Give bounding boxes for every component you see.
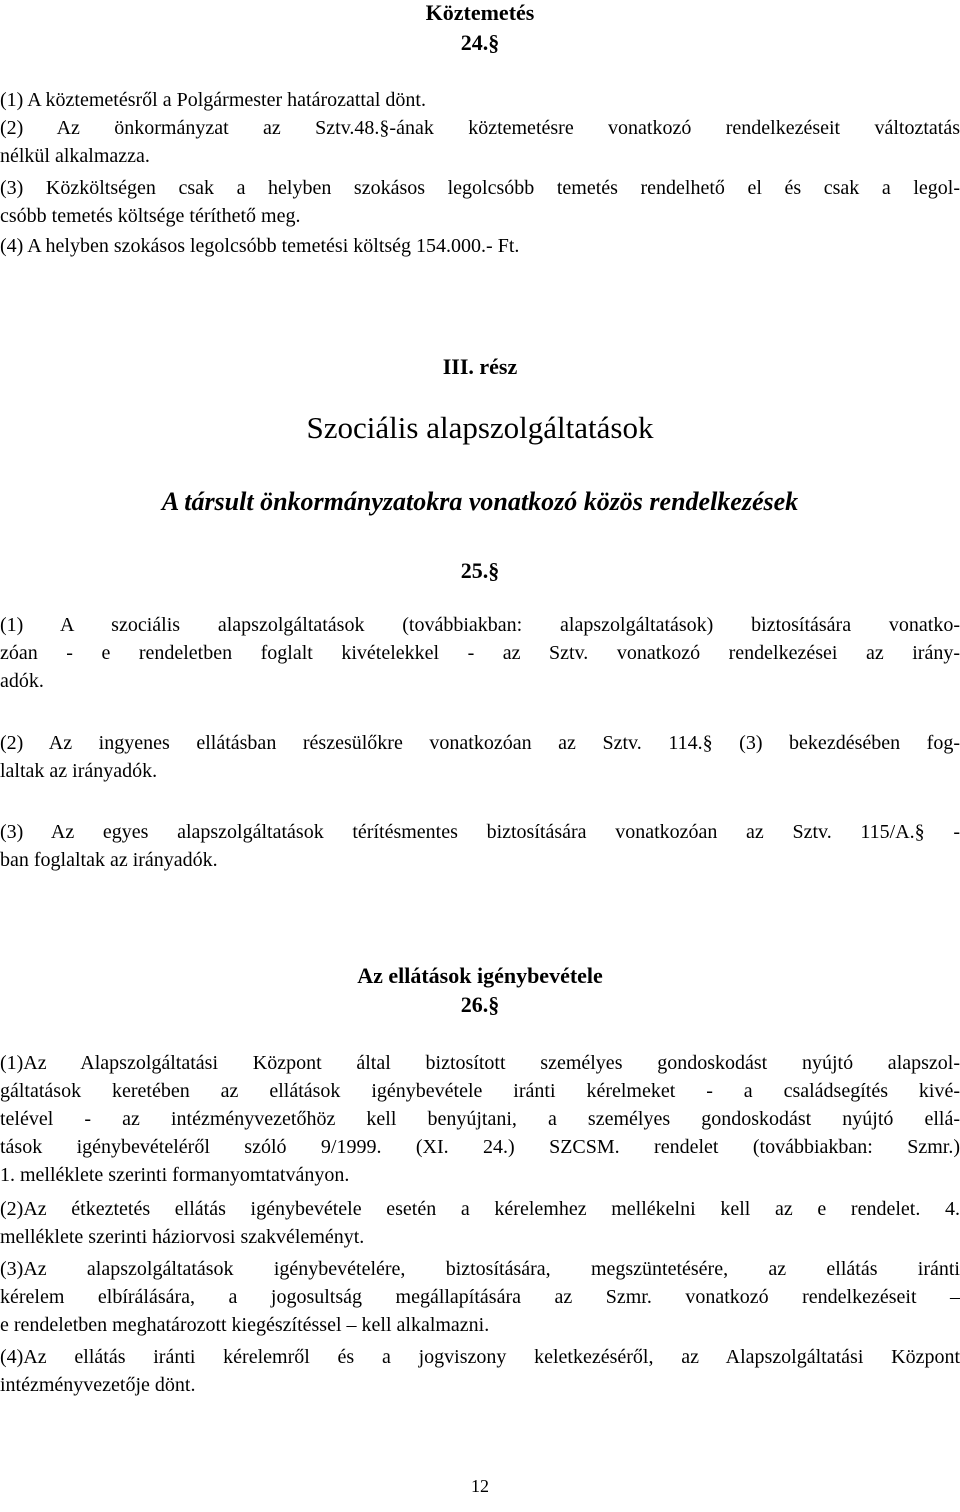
paragraph-24-1: (1) A köztemetésről a Polgármester határozattal dönt. <box>0 89 426 111</box>
section-24-title: Köztemetés <box>425 0 535 25</box>
paragraph-24-3: (3) Közköltségen csak a helyben szokásos legolcsóbb temetés rendelhető el és csak a legol- csóbb temetés költsége téríthető meg. <box>0 177 960 227</box>
part-subheading: A társult önkormányzatokra vonatkozó közös rendelkezések <box>161 487 799 516</box>
section-26-title: Az ellátások igénybevétele <box>357 963 603 988</box>
section-26-number: 26.§ <box>460 992 500 1017</box>
paragraph-26-1: (1)Az Alapszolgáltatási Központ által biztosított személyes gondoskodást nyújtó alapszol- gáltatások keretében az ellátások igénybevétele iránti kérelmeket - a családsegítés kivé- telével - az intézményvezetőhöz kell benyújtani, a személyes gondoskodást nyújtó ellá- tások igénybevételéről szóló 9/1999. (XI. 24.) SZCSM. rendelet (továbbiakban: Szmr.) 1. melléklete szerinti formanyomtatványon. <box>0 1052 960 1186</box>
part-label: III. rész <box>442 354 518 379</box>
paragraph-24-4: (4) A helyben szokásos legolcsóbb temetési költség 154.000.- Ft. <box>0 235 520 257</box>
part-heading: Szociális alapszolgáltatások <box>306 410 654 445</box>
paragraph-26-3: (3)Az alapszolgáltatások igénybevételére, biztosítására, megszüntetésére, az ellátás iránti kérelem elbírálására, a jogosultság megállapítására az Szmr. vonatkozó rendelkezéseit – e rendeletben meghatározott kiegészítéssel – kell alkalmazni. <box>0 1258 960 1336</box>
paragraph-25-3: (3) Az egyes alapszolgáltatások térítésmentes biztosítására vonatkozóan az Sztv. 115/A.§ - ban foglaltak az irányadók. <box>0 821 960 871</box>
section-25-number: 25.§ <box>460 558 500 583</box>
paragraph-26-4: (4)Az ellátás iránti kérelemről és a jogviszony keletkezéséről, az Alapszolgáltatási Központ intézményvezetője dönt. <box>0 1346 960 1396</box>
paragraph-25-1: (1) A szociális alapszolgáltatások (továbbiakban: alapszolgáltatások) biztosítására vonatko- zóan - e rendeletben foglalt kivételekkel - az Sztv. vonatkozó rendelkezései az irány- adók. <box>0 614 960 692</box>
paragraph-25-2: (2) Az ingyenes ellátásban részesülőkre vonatkozóan az Sztv. 114.§ (3) bekezdésében fog- laltak az irányadók. <box>0 732 960 782</box>
paragraph-24-2: (2) Az önkormányzat az Sztv.48.§-ának köztemetésre vonatkozó rendelkezéseit változtatás nélkül alkalmazza. <box>0 117 960 167</box>
section-24-number: 24.§ <box>460 30 500 55</box>
page-number: 12 <box>471 1476 489 1496</box>
paragraph-26-2: (2)Az étkeztetés ellátás igénybevétele esetén a kérelemhez mellékelni kell az e rendelet. 4. melléklete szerinti háziorvosi szakvéleményt. <box>0 1198 960 1248</box>
